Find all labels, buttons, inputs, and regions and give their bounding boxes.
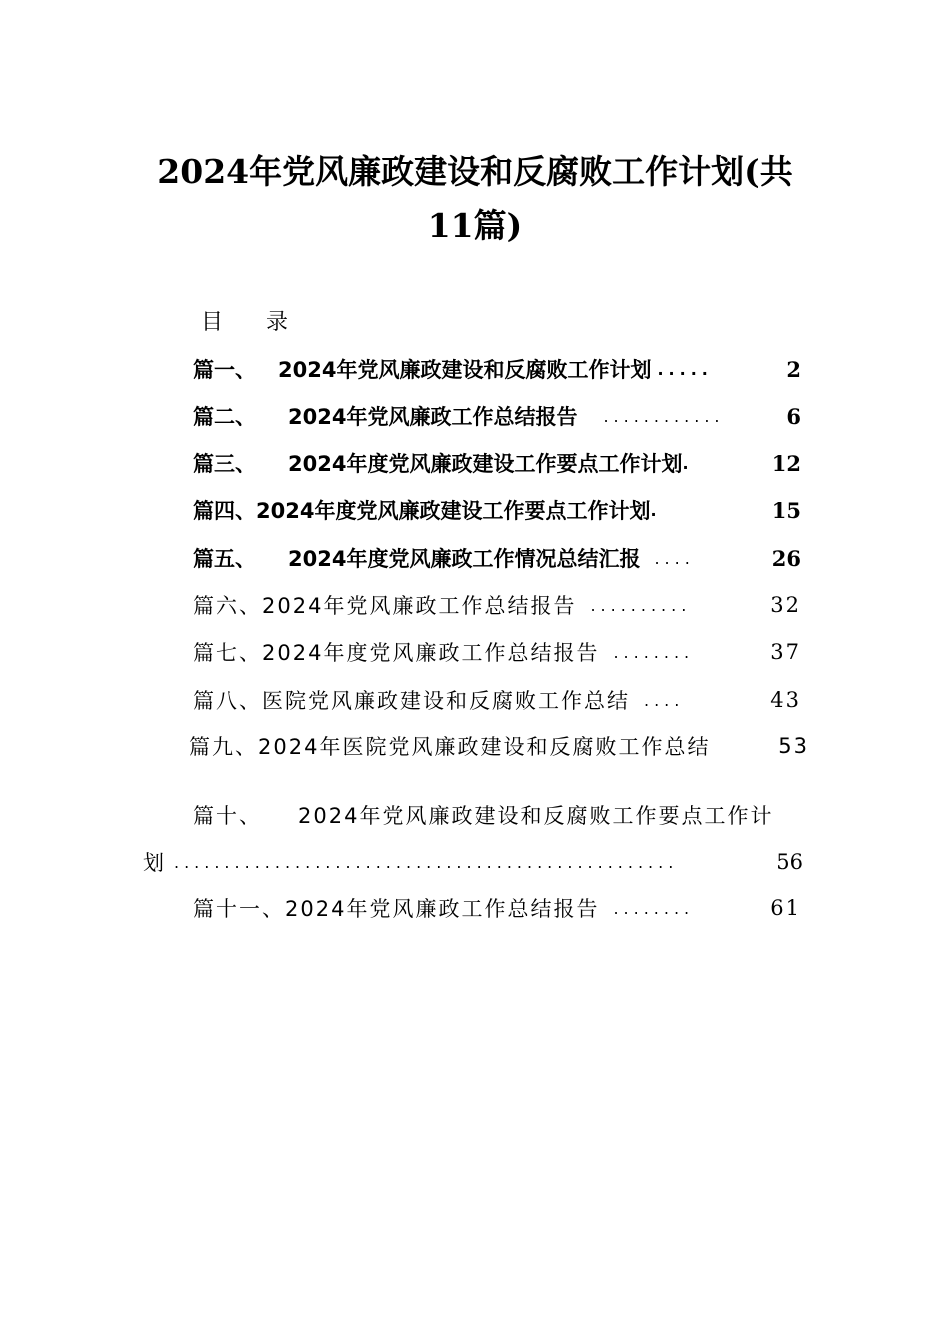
toc-entry-1[interactable] xyxy=(193,351,801,387)
toc-entry-leader: .......... xyxy=(590,595,692,615)
toc-entry-page: 6 xyxy=(786,403,801,429)
toc-entry-prefix: 篇五、 xyxy=(193,547,256,571)
toc-entry-leader: ..... xyxy=(657,359,713,379)
toc-entry-title: 医院党风廉政建设和反腐败工作总结 xyxy=(262,689,630,713)
toc-entry-page: 12 xyxy=(771,450,801,476)
toc-entry-title: 2024年党风廉政建设和反腐败工作要点工作计 xyxy=(298,804,774,828)
toc-entry-prefix: 篇四、 xyxy=(193,499,256,523)
toc-entry-prefix: 篇三、 xyxy=(193,452,256,476)
toc-entry-8[interactable] xyxy=(193,682,801,718)
toc-entry-page: 26 xyxy=(771,545,801,571)
toc-entry-title: 2024年度党风廉政建设工作要点工作计划 xyxy=(288,452,683,476)
toc-entry-10[interactable] xyxy=(193,797,805,833)
toc-entry-title: 2024年党风廉政工作总结报告 xyxy=(285,897,600,921)
toc-entry-page: 43 xyxy=(770,688,801,712)
toc-entry-6[interactable] xyxy=(193,587,801,623)
toc-entry-4[interactable] xyxy=(193,492,801,528)
toc-entry-title: 2024年度党风廉政工作情况总结汇报 xyxy=(288,547,641,571)
toc-entry-page: 37 xyxy=(770,640,801,664)
toc-entry-title-continued: 划 xyxy=(143,851,164,875)
toc-entry-title: 2024年党风廉政建设和反腐败工作计划 xyxy=(278,358,652,382)
toc-entry-prefix: 篇二、 xyxy=(193,405,256,429)
toc-entry-leader: . xyxy=(650,500,662,520)
toc-entry-title: 2024年党风廉政工作总结报告 xyxy=(288,405,578,429)
toc-entry-page: 15 xyxy=(771,497,801,523)
toc-entry-prefix: 篇八、 xyxy=(193,689,262,713)
toc-entry-title: 2024年度党风廉政建设工作要点工作计划 xyxy=(256,499,651,523)
toc-entry-page: 61 xyxy=(770,896,801,920)
toc-entry-prefix: 篇十、 xyxy=(193,804,262,828)
toc-heading: 目 录 xyxy=(201,310,306,335)
toc-entry-title: 2024年度党风廉政工作总结报告 xyxy=(262,641,600,665)
toc-entry-prefix: 篇十一、 xyxy=(193,897,285,921)
toc-entry-prefix: 篇七、 xyxy=(193,641,262,665)
toc-entry-leader: .... xyxy=(654,548,695,568)
toc-entry-page: 32 xyxy=(770,593,801,617)
toc-entry-leader: ........ xyxy=(613,642,695,662)
toc-entry-prefix: 篇一、 xyxy=(193,358,256,382)
toc-entry-9[interactable] xyxy=(189,728,809,764)
document-title-line-2: 11篇) xyxy=(427,206,523,245)
toc-entry-title: 2024年医院党风廉政建设和反腐败工作总结 xyxy=(258,735,711,759)
toc-entry-10-continued[interactable] xyxy=(143,844,803,880)
toc-entry-7[interactable] xyxy=(193,634,801,670)
toc-entry-page: 53 xyxy=(778,734,809,758)
toc-entry-title: 2024年党风廉政工作总结报告 xyxy=(262,594,577,618)
toc-entry-page: 2 xyxy=(786,356,801,382)
toc-entry-leader: .... xyxy=(644,690,685,710)
toc-entry-leader: ............ xyxy=(603,406,725,426)
document-title-line-1: 2024年党风廉政建设和反腐败工作计划(共 xyxy=(157,152,793,191)
toc-entry-leader: . xyxy=(682,453,694,473)
toc-entry-page: 56 xyxy=(776,850,803,874)
toc-entry-11[interactable] xyxy=(193,890,801,926)
toc-entry-leader: ........ xyxy=(613,898,695,918)
toc-entry-prefix: 篇六、 xyxy=(193,594,262,618)
toc-entry-2[interactable] xyxy=(193,398,801,434)
toc-entry-leader: .................................................. xyxy=(174,852,679,872)
toc-entry-5[interactable] xyxy=(193,540,801,576)
toc-entry-3[interactable] xyxy=(193,445,801,481)
toc-entry-prefix: 篇九、 xyxy=(189,735,258,759)
